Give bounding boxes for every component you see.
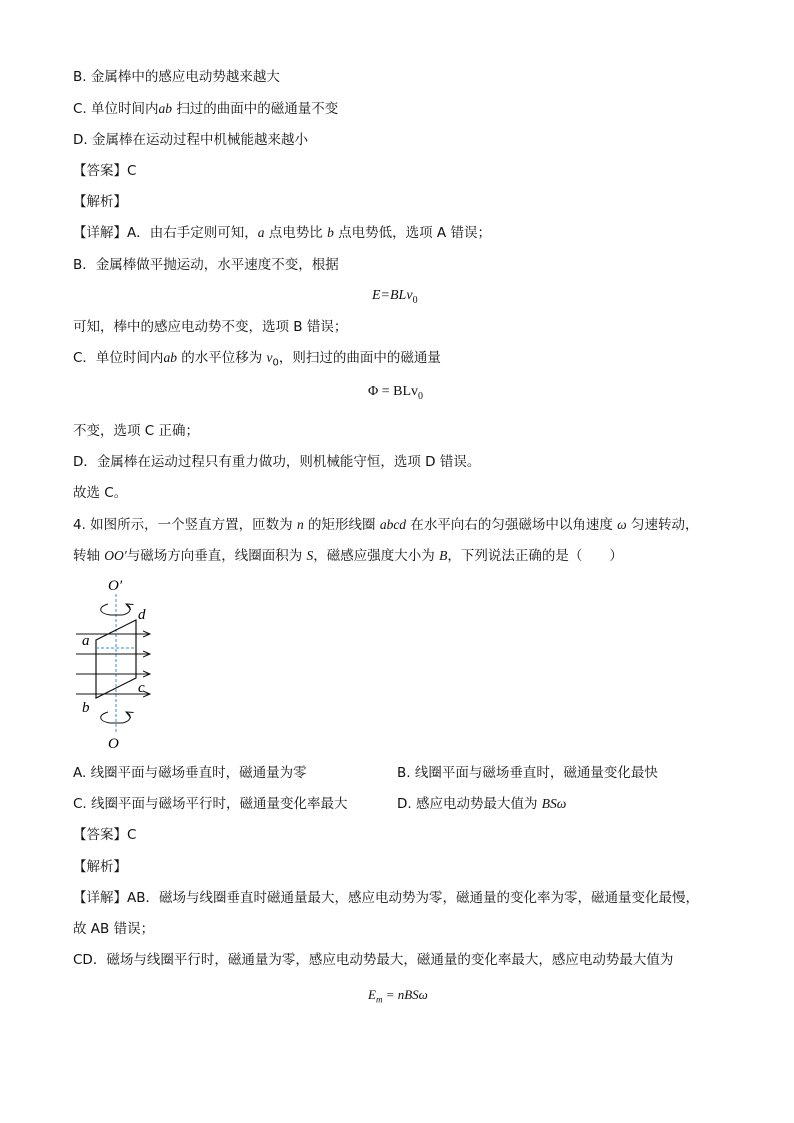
- q3-answer: 【答案】C: [73, 163, 137, 179]
- q3-detail-b-conclusion: 可知，棒中的感应电动势不变，选项 B 错误；: [73, 319, 348, 335]
- q4-detail-cd: CD．磁场与线圈平行时，磁通量为零，感应电动势最大，磁通量的变化率最大，感应电动势最大值为: [73, 952, 674, 968]
- label-a: a: [82, 633, 90, 649]
- label-o-prime: O′: [108, 578, 123, 594]
- q3-detail-c-conclusion: 不变，选项 C 正确；: [73, 423, 200, 439]
- q4-stem-line-1: 4. 如图所示，一个竖直方置，匝数为 n 的矩形线圈 abcd 在水平向右的匀强磁场中以角速度 ω 匀速转动，: [73, 517, 699, 533]
- q4-option-a: A. 线圈平面与磁场垂直时，磁通量为零: [73, 765, 307, 781]
- q4-option-d: D. 感应电动势最大值为 BSω: [397, 796, 567, 812]
- q3-detail-a: 【详解】A．由右手定则可知，a 点电势比 b 点电势低，选项 A 错误；: [73, 225, 491, 241]
- q4-detail-ab-conclusion: 故 AB 错误；: [73, 921, 155, 937]
- label-b: b: [82, 700, 90, 716]
- q3-detail-b: B．金属棒做平抛运动，水平速度不变，根据: [73, 257, 339, 273]
- rotation-arrow-top: [101, 604, 130, 615]
- q3-formula-flux: Φ = BLv$_0$: [368, 384, 424, 402]
- q4-answer: 【答案】C: [73, 827, 137, 843]
- q4-option-b: B. 线圈平面与磁场垂直时，磁通量变化最快: [397, 765, 658, 781]
- rotation-arrow-bottom: [101, 712, 130, 723]
- q4-stem-line-2: 转轴 OO′与磁场方向垂直，线圈面积为 S，磁感应强度大小为 B，下列说法正确的是（ ）: [73, 548, 623, 564]
- q3-option-d: D. 金属棒在运动过程中机械能越来越小: [73, 132, 308, 148]
- q4-analysis: 【解析】: [73, 859, 127, 875]
- q3-option-c: C. 单位时间内ab 扫过的曲面中的磁通量不变: [73, 101, 339, 117]
- q4-detail-ab: 【详解】AB．磁场与线圈垂直时磁通量最大，感应电动势为零，磁通量的变化率为零，磁通量变化最慢，: [73, 890, 699, 906]
- q4-option-c: C. 线圈平面与磁场平行时，磁通量变化率最大: [73, 796, 348, 812]
- q3-analysis: 【解析】: [73, 194, 127, 210]
- q3-option-b: B. 金属棒中的感应电动势越来越大: [73, 69, 280, 85]
- q3-formula-emf: E=BLv$_0$: [372, 288, 418, 306]
- q3-detail-c: C．单位时间内ab 的水平位移为 $v_0$，则扫过的曲面中的磁通量: [73, 350, 441, 369]
- q4-formula-emf-max: $E_m = nBS\omega$: [368, 987, 428, 1005]
- q3-detail-d: D．金属棒在运动过程只有重力做功，则机械能守恒，选项 D 错误。: [73, 454, 481, 470]
- coil-rotation-figure: [70, 574, 170, 752]
- label-o: O: [108, 736, 119, 752]
- label-c: c: [138, 680, 145, 696]
- q3-conclusion: 故选 C。: [73, 485, 128, 501]
- label-d: d: [138, 607, 146, 623]
